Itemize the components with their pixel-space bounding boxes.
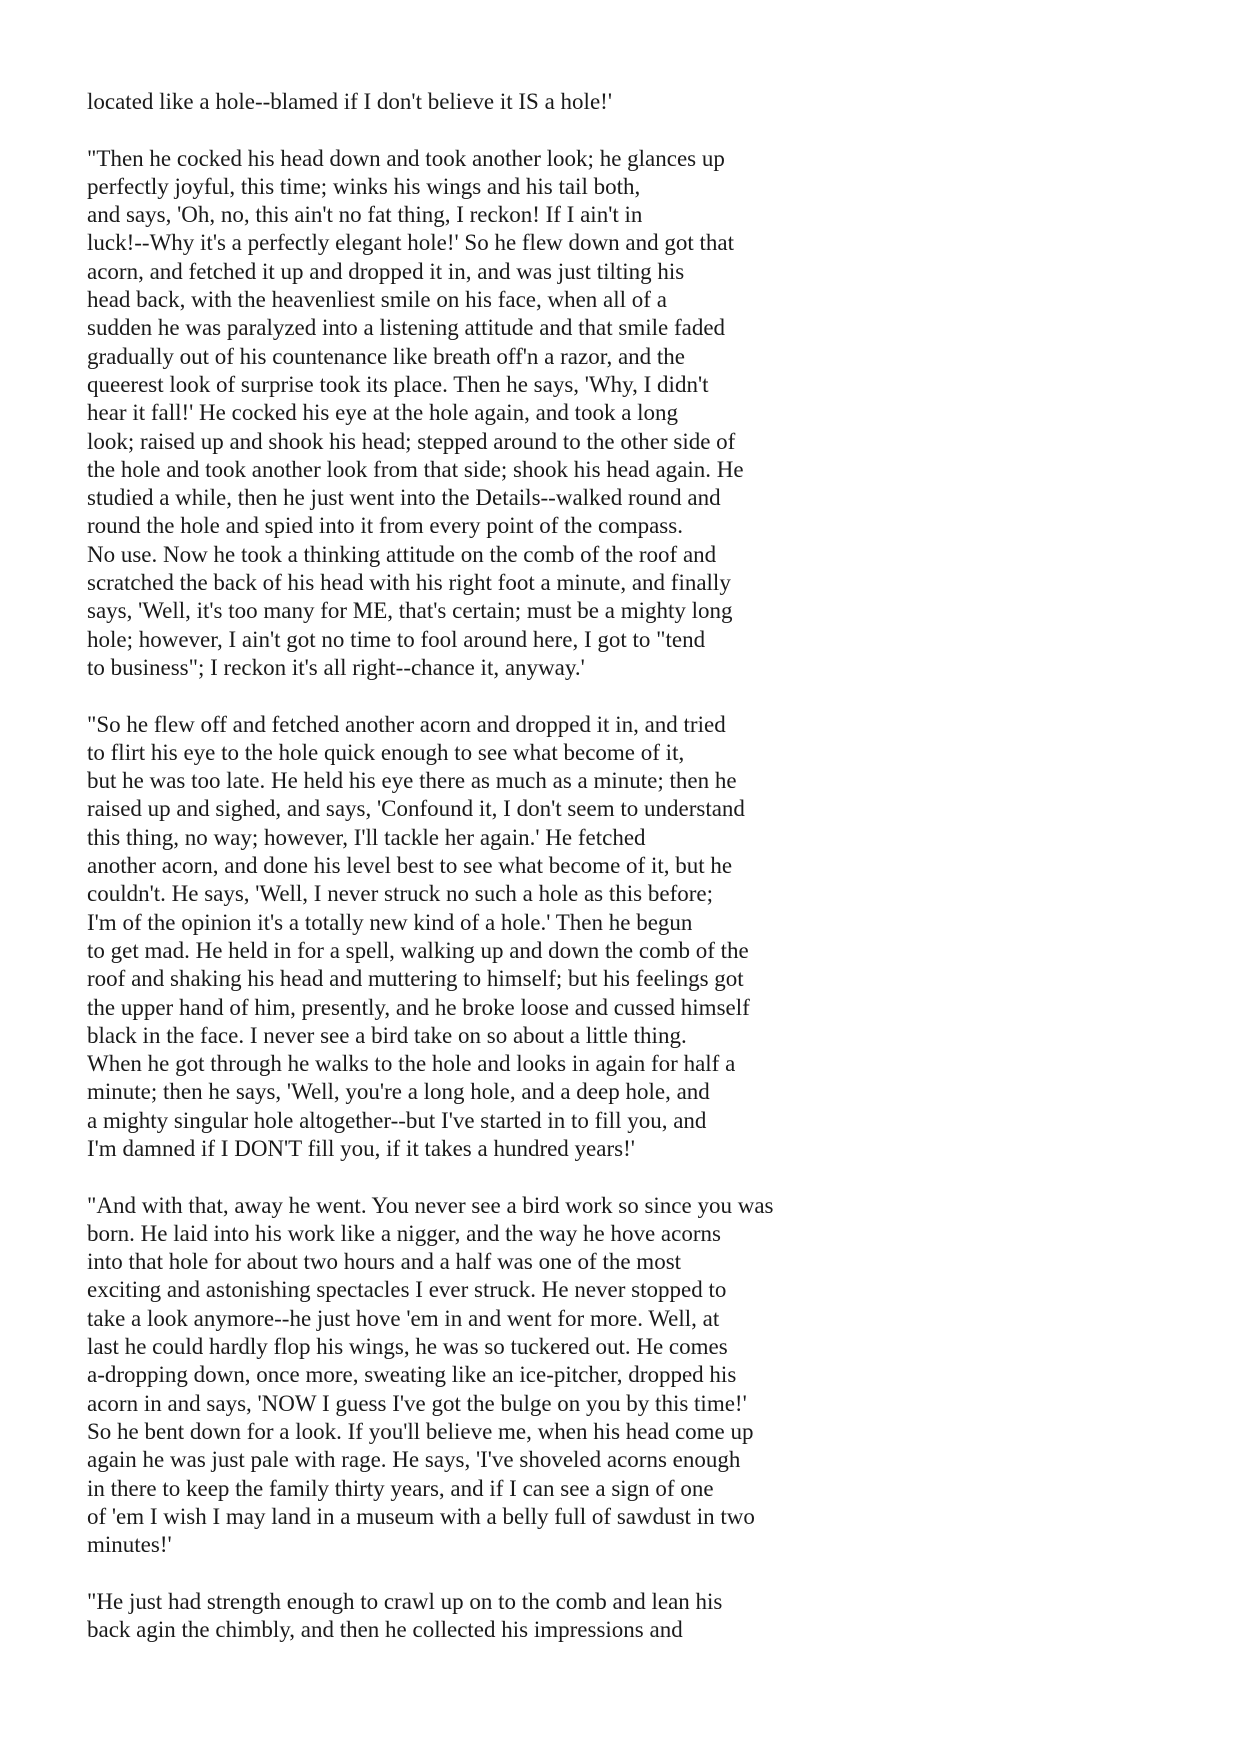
text-line: raised up and sighed, and says, 'Confound it, I don't seem to understand — [87, 796, 745, 822]
text-line: take a look anymore--he just hove 'em in and went for more. Well, at — [87, 1305, 720, 1331]
paragraph — [87, 711, 1087, 1164]
text-line: born. He laid into his work like a nigger, and the way he hove acorns — [87, 1220, 721, 1246]
text-line: black in the face. I never see a bird take on so about a little thing. — [87, 1022, 687, 1048]
text-line: the hole and took another look from that side; shook his head again. He — [87, 456, 744, 482]
text-line: a mighty singular hole altogether--but I've started in to fill you, and — [87, 1107, 707, 1133]
text-line: queerest look of surprise took its place. Then he says, 'Why, I didn't — [87, 371, 709, 397]
text-line: of 'em I wish I may land in a museum with a belly full of sawdust in two — [87, 1503, 755, 1529]
text-line: couldn't. He says, 'Well, I never struck no such a hole as this before; — [87, 881, 713, 907]
text-line: "Then he cocked his head down and took another look; he glances up — [87, 145, 725, 171]
text-line: into that hole for about two hours and a half was one of the most — [87, 1249, 682, 1275]
text-line: another acorn, and done his level best to see what become of it, but he — [87, 853, 733, 879]
text-line: this thing, no way; however, I'll tackle her again.' He fetched — [87, 824, 646, 850]
text-line: head back, with the heavenliest smile on his face, when all of a — [87, 287, 667, 313]
text-line: hear it fall!' He cocked his eye at the hole again, and took a long — [87, 400, 679, 426]
text-line: to get mad. He held in for a spell, walking up and down the comb of the — [87, 937, 749, 963]
paragraph-break — [87, 1163, 1087, 1191]
text-line: minute; then he says, 'Well, you're a long hole, and a deep hole, and — [87, 1079, 710, 1105]
text-line: acorn, and fetched it up and dropped it in, and was just tilting his — [87, 258, 685, 284]
text-line: scratched the back of his head with his right foot a minute, and finally — [87, 570, 731, 596]
paragraph — [87, 88, 1087, 116]
text-line: sudden he was paralyzed into a listening attitude and that smile faded — [87, 315, 726, 341]
paragraph — [87, 145, 1087, 683]
text-line: studied a while, then he just went into the Details--walked round and — [87, 485, 721, 511]
text-line: again he was just pale with rage. He says, 'I've shoveled acorns enough — [87, 1447, 741, 1473]
text-line: in there to keep the family thirty years, and if I can see a sign of one — [87, 1475, 714, 1501]
text-line: hole; however, I ain't got no time to fool around here, I got to "tend — [87, 626, 706, 652]
text-line: back agin the chimbly, and then he collected his impressions and — [87, 1617, 683, 1643]
text-line: minutes!' — [87, 1532, 172, 1558]
text-line: but he was too late. He held his eye there as much as a minute; then he — [87, 768, 737, 794]
text-line: "So he flew off and fetched another acorn and dropped it in, and tried — [87, 711, 726, 737]
text-line: look; raised up and shook his head; stepped around to the other side of — [87, 428, 736, 454]
text-line: to flirt his eye to the hole quick enough to see what become of it, — [87, 739, 685, 765]
text-line: "He just had strength enough to crawl up on to the comb and lean his — [87, 1588, 723, 1614]
text-line: No use. Now he took a thinking attitude on the comb of the roof and — [87, 541, 717, 567]
text-line: acorn in and says, 'NOW I guess I've got the bulge on you by this time!' — [87, 1390, 747, 1416]
paragraph — [87, 1192, 1087, 1560]
text-line: and says, 'Oh, no, this ain't no fat thing, I reckon! If I ain't in — [87, 202, 643, 228]
body-text — [87, 88, 1087, 1644]
paragraph-break — [87, 1559, 1087, 1587]
text-line: a-dropping down, once more, sweating like an ice-pitcher, dropped his — [87, 1362, 737, 1388]
paragraph — [87, 1588, 1087, 1645]
text-line: luck!--Why it's a perfectly elegant hole!' So he flew down and got that — [87, 230, 734, 256]
text-line: I'm of the opinion it's a totally new kind of a hole.' Then he begun — [87, 909, 693, 935]
text-line: "And with that, away he went. You never see a bird work so since you was — [87, 1192, 774, 1218]
text-line: round the hole and spied into it from every point of the compass. — [87, 513, 683, 539]
text-line: roof and shaking his head and muttering to himself; but his feelings got — [87, 966, 744, 992]
text-line: When he got through he walks to the hole and looks in again for half a — [87, 1051, 736, 1077]
text-line: exciting and astonishing spectacles I ever struck. He never stopped to — [87, 1277, 727, 1303]
text-line: last he could hardly flop his wings, he was so tuckered out. He comes — [87, 1334, 728, 1360]
text-line: gradually out of his countenance like breath off'n a razor, and the — [87, 343, 686, 369]
text-line: the upper hand of him, presently, and he broke loose and cussed himself — [87, 994, 750, 1020]
text-line: says, 'Well, it's too many for ME, that's certain; must be a mighty long — [87, 598, 733, 624]
text-line: I'm damned if I DON'T fill you, if it takes a hundred years!' — [87, 1135, 635, 1161]
text-line: perfectly joyful, this time; winks his wings and his tail both, — [87, 173, 641, 199]
text-line: located like a hole--blamed if I don't believe it IS a hole!' — [87, 89, 612, 114]
paragraph-break — [87, 116, 1087, 144]
text-line: to business"; I reckon it's all right--chance it, anyway.' — [87, 654, 585, 680]
text-line: So he bent down for a look. If you'll believe me, when his head come up — [87, 1418, 754, 1444]
paragraph-break — [87, 682, 1087, 710]
